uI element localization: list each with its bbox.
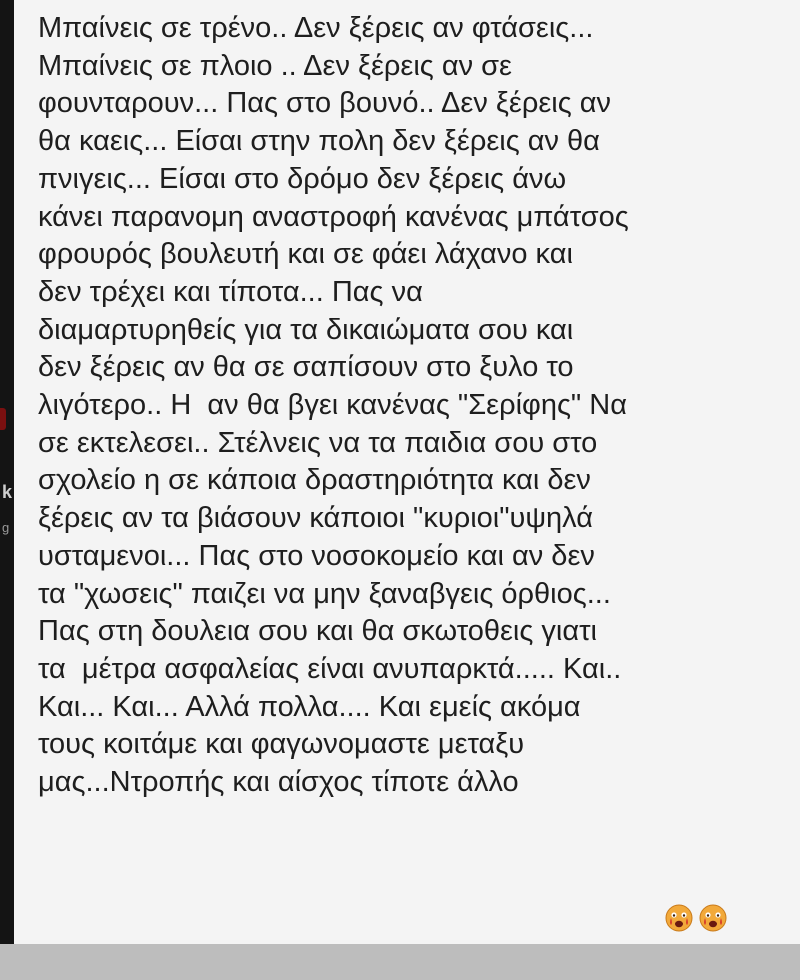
post-card (14, 0, 800, 944)
crying-face-icon (664, 903, 694, 933)
post-line: δεν τρέχει και τίποτα... Πας να (38, 275, 423, 308)
post-line: λιγότερο.. Η αν θα βγει κανένας "Σερίφης" Να (38, 389, 627, 422)
red-marker (0, 408, 6, 430)
post-line: τα "χωσεις" παιζει να μην ξαναβγεις όρθιος... (38, 577, 611, 610)
post-line: φουνταρουν... Πας στο βουνό.. Δεν ξέρεις αν (38, 87, 611, 120)
post-line: Και... Και... Αλλά πολλα.... Και εμείς ακόμα (38, 690, 581, 723)
emoji-row (664, 903, 728, 933)
post-line: Πας στη δουλεια σου και θα σκωτοθεις γιατι (38, 615, 598, 648)
post-line: σε εκτελεσει.. Στέλνεις να τα παιδια σου στο (38, 426, 598, 459)
post-line: θα καεις... Είσαι στην πολη δεν ξέρεις αν θα (38, 125, 600, 158)
post-line: μας...Ντροπής και αίσχος τίποτε άλλο (38, 766, 519, 799)
post-line: Μπαίνεις σε πλοιο .. Δεν ξέρεις αν σε (38, 49, 512, 82)
post-line: φρουρός βουλευτή και σε φάει λάχανο και (38, 238, 573, 271)
partial-glyph-g: g (2, 520, 10, 535)
partial-glyph-k: k (2, 482, 13, 502)
crying-face-icon (698, 903, 728, 933)
post-line: πνιγεις... Είσαι στο δρόμο δεν ξέρεις άνω (38, 162, 567, 195)
post-line: διαμαρτυρηθείς για τα δικαιώματα σου και (38, 313, 574, 346)
post-line: δεν ξέρεις αν θα σε σαπίσουν στο ξυλο το (38, 351, 574, 384)
post-line: τα μέτρα ασφαλείας είναι ανυπαρκτά..... Και.. (38, 652, 622, 685)
post-line: ξέρεις αν τα βιάσουν κάποιοι "κυριοι"υψηλά (38, 502, 593, 535)
post-body-text (38, 10, 778, 802)
post-line: Μπαίνεις σε τρένο.. Δεν ξέρεις αν φτάσεις... (38, 12, 594, 44)
left-video-strip (0, 0, 14, 980)
bottom-bar (0, 944, 800, 980)
post-line: υσταμενοι... Πας στο νοσοκομείο και αν δεν (38, 539, 595, 572)
post-line: σχολείο η σε κάποια δραστηριότητα και δεν (38, 464, 591, 497)
post-line: κάνει παρανομη αναστροφή κανένας μπάτσος (38, 200, 629, 233)
post-line: τους κοιτάμε και φαγωνομαστε μεταξυ (38, 728, 525, 761)
